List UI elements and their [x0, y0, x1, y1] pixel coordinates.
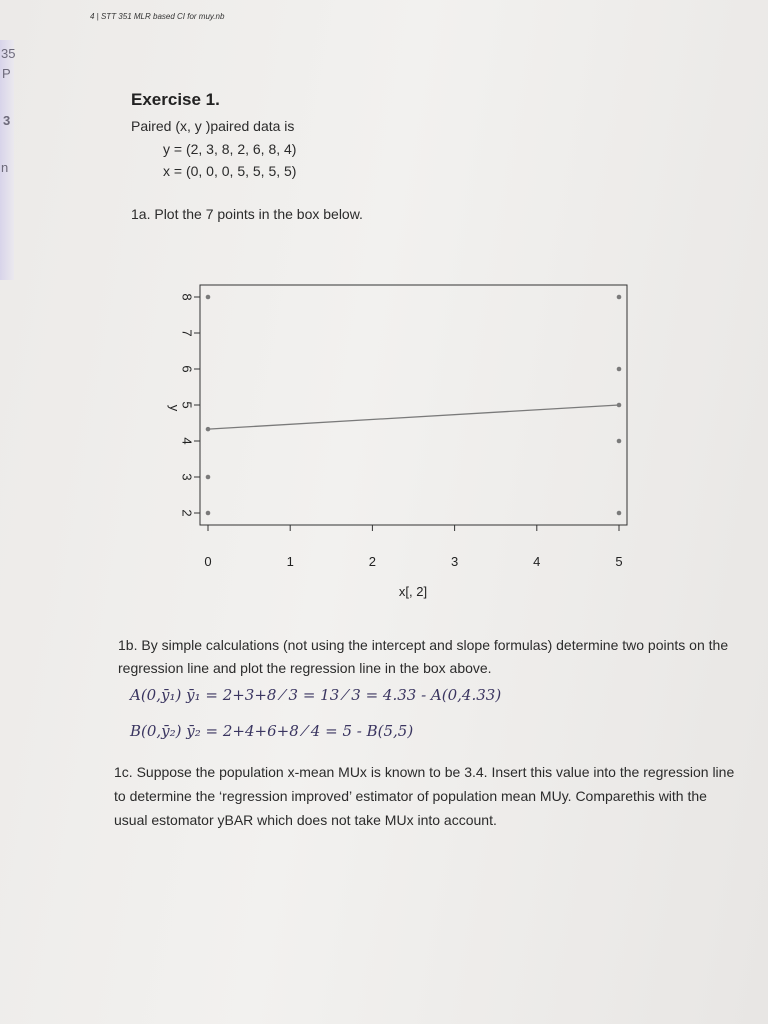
x-tick-label: 3	[450, 554, 459, 569]
question-1c: 1c. Suppose the population x-mean MUx is known to be 3.4. Insert this value into the regression line to determine the ‘regression improved’ estimator of population mean MUy. Comparethis with the usual estomator yBAR which does not take MUx into account.	[114, 764, 735, 828]
y-tick-label: 5	[179, 401, 195, 409]
x-tick-label: 5	[615, 554, 623, 569]
x-axis-label: x[, 2]	[398, 584, 428, 599]
edge-mark: 3	[3, 113, 11, 128]
x-tick-label: 1	[286, 554, 294, 569]
exercise-intro: Paired (x, y )paired data is	[131, 118, 295, 134]
y-tick-label: 3	[179, 473, 195, 481]
data-point	[617, 439, 622, 444]
plot-frame	[200, 285, 627, 525]
data-point	[206, 511, 211, 516]
exercise-title: Exercise 1.	[131, 90, 220, 109]
x-tick-label: 2	[368, 554, 377, 569]
question-1a: 1a. Plot the 7 points in the box below.	[131, 206, 363, 222]
y-tick-label: 2	[179, 509, 195, 517]
x-tick-label: 4	[533, 554, 541, 569]
edge-mark: P	[2, 66, 11, 81]
edge-mark: 35	[1, 46, 16, 61]
question-1b: 1b. By simple calculations (not using the intercept and slope formulas) determine two points on the regression line and plot the regression line in the box above.	[118, 637, 729, 676]
data-point	[617, 511, 622, 516]
handwritten-line-2: B(0,ȳ₂) ȳ₂ = 2+4+6+8 ⁄ 4 = 5 - B(5,5)	[130, 722, 414, 740]
x-data-line: x = (0, 0, 0, 5, 5, 5, 5)	[163, 163, 297, 179]
y-tick-label: 6	[179, 365, 195, 373]
data-point	[617, 367, 622, 372]
edge-mark: n	[1, 160, 9, 175]
regression-line	[208, 405, 619, 429]
y-tick-label: 8	[179, 293, 195, 301]
data-point	[206, 475, 211, 480]
data-point	[617, 403, 622, 408]
data-point	[617, 295, 622, 300]
scatter-plot	[150, 280, 650, 610]
page-header: 4 | STT 351 MLR based CI for muy.nb	[90, 12, 225, 21]
x-tick-label: 0	[204, 554, 212, 569]
y-tick-label: 7	[179, 329, 195, 337]
handwritten-line-1: A(0,ȳ₁) ȳ₁ = 2+3+8 ⁄ 3 = 13 ⁄ 3 = 4.33 - A(0,4.33)	[130, 686, 502, 704]
y-data-line: y = (2, 3, 8, 2, 6, 8, 4)	[163, 141, 297, 157]
data-point	[206, 427, 211, 432]
data-point	[206, 295, 211, 300]
y-axis-label: y	[167, 404, 182, 412]
y-tick-label: 4	[179, 437, 195, 445]
